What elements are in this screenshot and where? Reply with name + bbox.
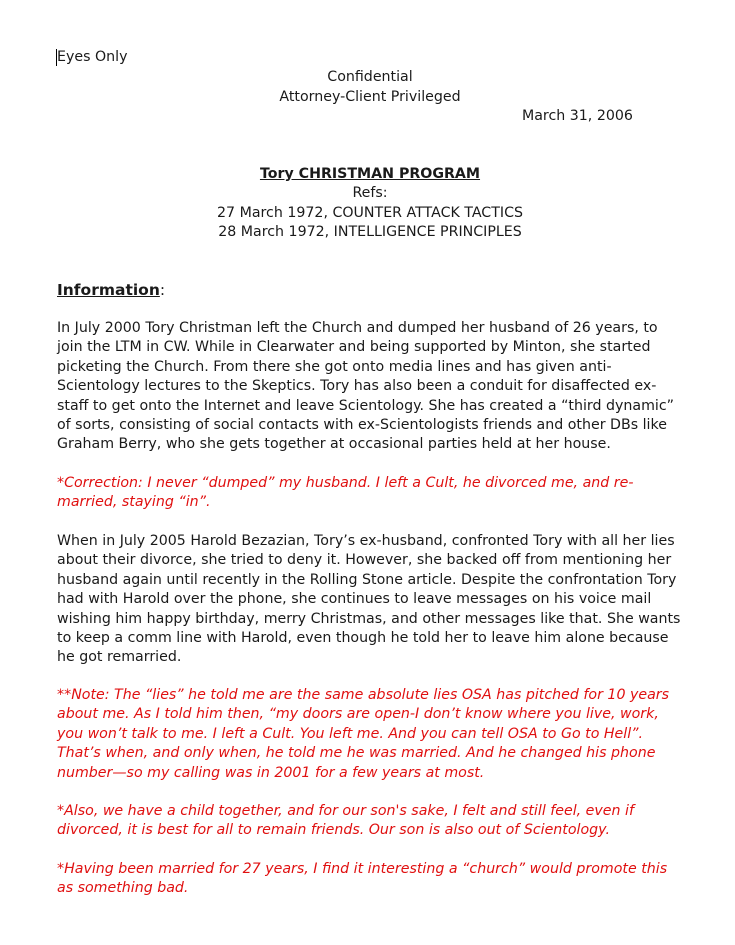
document-title: Tory CHRISTMAN PROGRAM	[259, 166, 481, 182]
section-heading-colon: :	[159, 281, 166, 299]
reference-2: 28 March 1972, INTELLIGENCE PRINCIPLES	[218, 224, 522, 240]
section-heading	[57, 281, 165, 300]
note-child: *Also, we have a child together, and for our son's sake, I felt and still feel, even if divorced, it is best for all to remain friends. Our son is also out of Scientology.	[57, 803, 634, 839]
correction-note: *Correction: I never “dumped” my husband. I left a Cult, he divorced me, and re- married, staying “in”.	[57, 475, 634, 511]
document-date: March 31, 2006	[522, 108, 633, 124]
reference-1: 27 March 1972, COUNTER ATTACK TACTICS	[217, 205, 523, 221]
paragraph-2: When in July 2005 Harold Bezazian, Tory’s ex-husband, confronted Tory with all her lies about their divorce, she tried to deny it. However, she backed off from mentioning her husband again until recently in the Rolling Stone article. Despite the confrontation Tory had with Harold over the phone, she continues to leave messages on his voice mail wishing him happy birthday, merry Christmas, and other messages like that. She wants to keep a comm line with Harold, even though he told her to leave him alone because he got remarried.	[57, 533, 681, 666]
refs-label: Refs:	[352, 185, 388, 201]
eyes-only-label: Eyes Only	[57, 49, 128, 65]
confidential-label: Confidential	[327, 69, 413, 85]
section-heading-label: Information	[57, 281, 160, 299]
note-lies: **Note: The “lies” he told me are the same absolute lies OSA has pitched for 10 years about me. As I told him then, “my doors are open-I don’t know where you live, work, you won’t talk to me. I left a Cult. You left me. And you can tell OSA to Go to Hell”. That’s when, and only when, he told me he was married. And he changed his phone number—so my calling was in 2001 for a few years at most.	[57, 687, 670, 781]
paragraph-1: In July 2000 Tory Christman left the Church and dumped her husband of 26 years, to join the LTM in CW. While in Clearwater and being supported by Minton, she started picketing the Church. From there she got onto media lines and has given anti- Scientology lectures to the Skeptics. Tory has also been a conduit for disaffected ex- staff to get onto the Internet and leave Scientology. She has created a “third dynamic” of sorts, consisting of social contacts with ex-Scientologists friends and other DBs like Graham Berry, who she gets together at occasional parties held at her house.	[57, 320, 675, 453]
note-married: *Having been married for 27 years, I find it interesting a “church” would promote this as something bad.	[57, 861, 668, 897]
privileged-label: Attorney-Client Privileged	[279, 89, 461, 105]
